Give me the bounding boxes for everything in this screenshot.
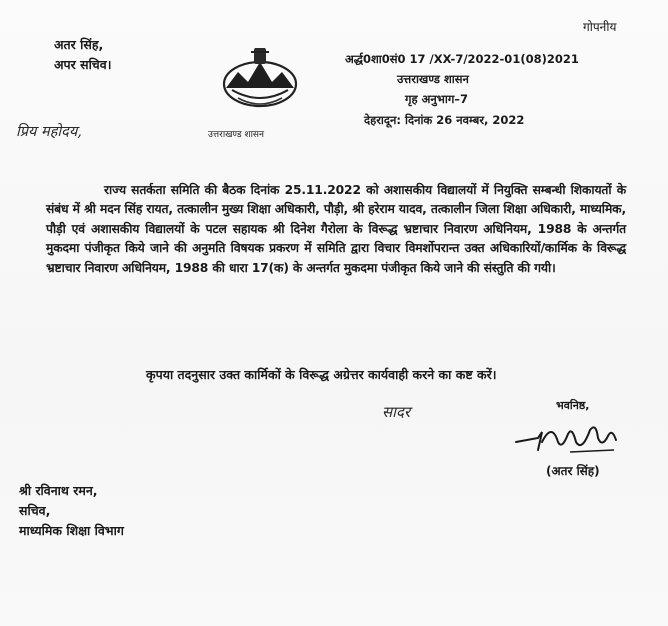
reference-number: अर्द्ध0शा0सं0 17 /XX-7/2022-01(08)2021 [345, 52, 579, 66]
salutation: प्रिय महोदय, [16, 124, 82, 140]
emblem-caption: उत्तराखण्ड शासन [208, 130, 265, 140]
signatory-name: (अतर सिंह) [546, 464, 600, 478]
sender-designation: अपर सचिव। [54, 57, 112, 72]
regards: सादर [382, 403, 411, 421]
reference-government: उत्तराखण्ड शासन [397, 72, 469, 86]
recipient-name: श्री रविनाथ रमन, [19, 483, 98, 498]
body-paragraph-2: कृपया तदनुसार उक्त कार्मिकों के विरूद्ध अग्रेत्तर कार्यवाही करने का कष्ट करें। [146, 367, 497, 382]
closing-text: भवनिष्ठ, [556, 399, 590, 412]
reference-place-date: देहरादून: दिनांक 26 नवम्बर, 2022 [364, 113, 525, 127]
classification-label: गोपनीय [583, 20, 617, 34]
reference-department: गृह अनुभाग–7 [405, 92, 469, 106]
uttarakhand-emblem-icon [218, 44, 302, 116]
recipient-designation: सचिव, [19, 503, 51, 518]
body-paragraph-1: राज्य सतर्कता समिति की बैठक दिनांक 25.11.2022 को अशासकीय विद्यालयों में नियुक्ति सम्बन्धी शिकायतों के संबंध में श्री मदन सिंह रायत, तत्कालीन मुख्य शिक्षा अधिकारी, पौड़ी, श्री हरेराम यादव, तत्कालीन जिला शिक्षा अधिकारी, माध्यमिक, पौड़ी एवं अशासकीय विद्यालयों के पटल सहायक श्री दिनेश गैरोला के विरूद्ध भ्रष्टाचार निवारण अधिनियम, 1988 के अन्तर्गत मुकदमा पंजीकृत किये जाने की अनुमति विषयक प्रकरण में समिति द्वारा विचार विमर्शोपरान्त उक्त अधिकारियों/कार्मिक के विरूद्ध भ्रष्टाचार निवारण अधिनियम, 1988 की धारा 17(क) के अन्तर्गत मुकदमा पंजीकृत किये जाने की संस्तुति की गयी। [46, 183, 626, 275]
signature-icon [512, 412, 632, 460]
recipient-department: माध्यमिक शिक्षा विभाग [19, 523, 124, 538]
sender-name: अतर सिंह, [54, 37, 104, 52]
